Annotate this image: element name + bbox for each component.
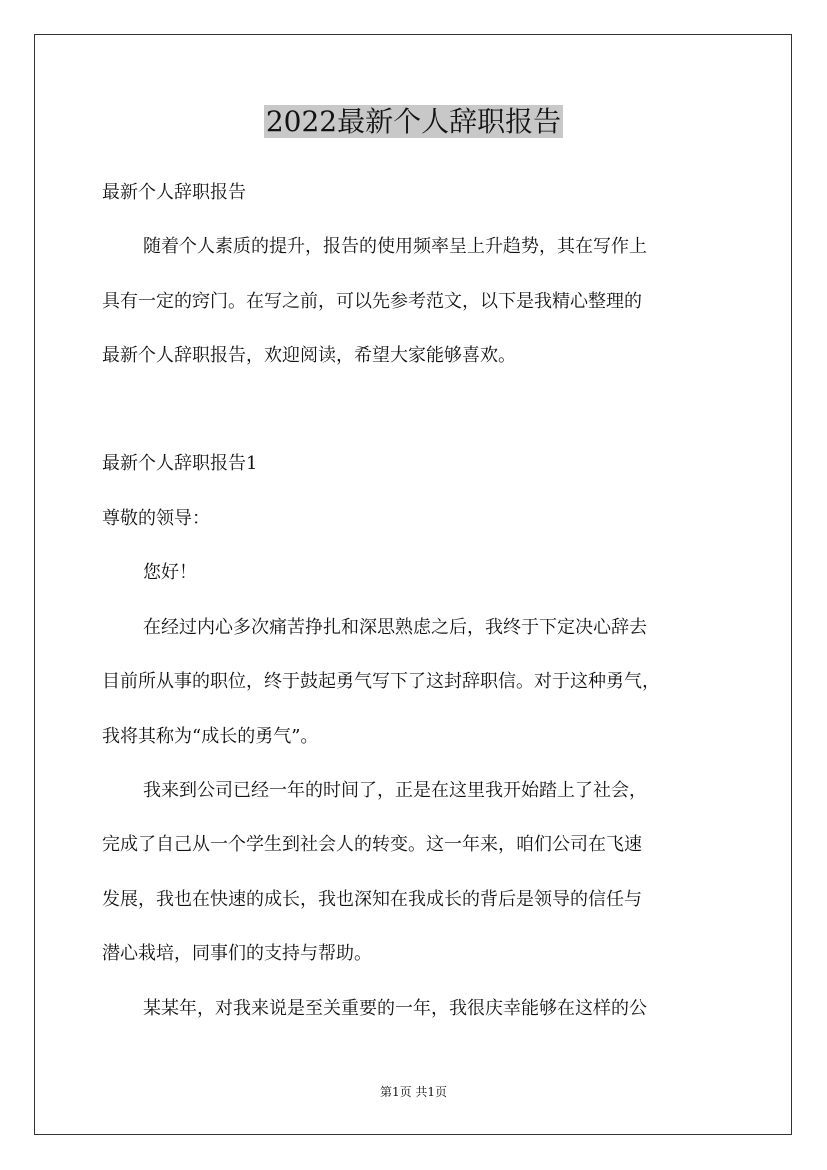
document-title: [0, 103, 827, 141]
body-paragraph-1-line-3: 我将其称为“成长的勇气”。: [102, 726, 319, 747]
page-number-footer: 第1页 共1页: [379, 1085, 448, 1099]
intro-paragraph-line-2: 具有一定的窍门。在写之前，可以先参考范文，以下是我精心整理的: [102, 291, 642, 312]
body-paragraph-2-line-3: 发展，我也在快速的成长，我也深知在我成长的背后是领导的信任与: [102, 889, 642, 910]
greeting: 您好！: [143, 562, 197, 583]
body-paragraph-3-line-1: 某某年，对我来说是至关重要的一年，我很庆幸能够在这样的公: [143, 998, 647, 1019]
body-paragraph-2-line-1: 我来到公司已经一年的时间了，正是在这里我开始踏上了社会，: [143, 780, 647, 801]
intro-paragraph-line-3: 最新个人辞职报告，欢迎阅读，希望大家能够喜欢。: [102, 345, 516, 366]
document-title-text: 2022最新个人辞职报告: [265, 105, 562, 138]
body-paragraph-2-line-2: 完成了自己从一个学生到社会人的转变。这一年来，咱们公司在飞速: [102, 834, 642, 855]
body-paragraph-1-line-2: 目前所从事的职位，终于鼓起勇气写下了这封辞职信。对于这种勇气，: [102, 671, 660, 692]
body-paragraph-2-line-4: 潜心栽培，同事们的支持与帮助。: [102, 943, 372, 964]
section-heading: 最新个人辞职报告1: [102, 453, 258, 474]
intro-heading: 最新个人辞职报告: [102, 182, 246, 203]
body-paragraph-1-line-1: 在经过内心多次痛苦挣扎和深思熟虑之后，我终于下定决心辞去: [143, 617, 647, 638]
salutation: 尊敬的领导：: [102, 508, 210, 529]
intro-paragraph-line-1: 随着个人素质的提升，报告的使用频率呈上升趋势，其在写作上: [143, 236, 647, 257]
